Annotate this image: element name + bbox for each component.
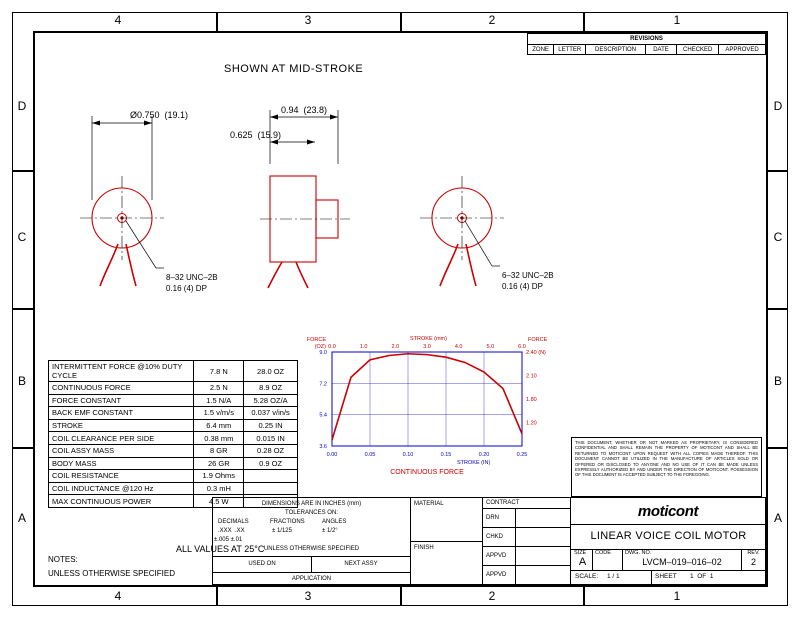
spec-value-metric: 1.5 v/m/s xyxy=(194,407,244,420)
spec-row xyxy=(49,482,298,495)
contract-label: CONTRACT xyxy=(486,500,520,506)
size-value: A xyxy=(578,556,587,568)
approval-divider-2 xyxy=(483,546,571,547)
zone-tick xyxy=(216,587,218,606)
title-divider-0 xyxy=(571,524,766,525)
zone-label-right-A: A xyxy=(773,511,782,525)
border-inner-left xyxy=(33,31,35,587)
zone-tick xyxy=(12,447,33,449)
svg-text:6.0: 6.0 xyxy=(518,344,526,350)
zone-label-bottom-3: 3 xyxy=(304,589,312,603)
svg-text:0.00: 0.00 xyxy=(326,452,338,458)
spec-row xyxy=(49,457,298,470)
sheet-value: 1 OF 1 xyxy=(690,573,714,580)
spec-value-imperial: 0.037 v/in/s xyxy=(244,407,298,420)
zone-tick xyxy=(768,170,788,172)
spec-value-metric: 1.5 N/A xyxy=(194,394,244,407)
company-logo: moticont xyxy=(637,503,699,520)
tol-val-angles: ± 1/2° xyxy=(322,528,338,534)
spec-value-metric: 0.3 mH xyxy=(194,482,244,495)
callout-left-line2: 0.16 (4) DP xyxy=(166,284,207,293)
tolerance-sub: TOLERANCES ON: xyxy=(285,510,338,516)
rev-label: REV. xyxy=(747,550,760,556)
zone-tick xyxy=(216,12,218,31)
zone-label-top-2: 2 xyxy=(488,13,496,27)
spec-label: INTERMITTENT FORCE @10% DUTY CYCLE xyxy=(49,361,194,382)
zone-label-top-3: 3 xyxy=(304,13,312,27)
finish-label: FINISH xyxy=(414,545,434,551)
svg-text:5.0: 5.0 xyxy=(486,344,495,350)
spec-label: FORCE CONSTANT xyxy=(49,394,194,407)
spec-row xyxy=(49,394,298,407)
approval-col-divider xyxy=(515,508,516,585)
zone-label-bottom-2: 2 xyxy=(488,589,496,603)
drawing-views xyxy=(60,90,530,320)
dwg-no-value: LVCM–019–016–02 xyxy=(642,557,722,567)
zone-label-left-A: A xyxy=(17,511,26,525)
spec-value-metric: 1.9 Ohms xyxy=(194,470,244,483)
force-stroke-chart xyxy=(290,330,560,480)
svg-text:CONTINUOUS FORCE: CONTINUOUS FORCE xyxy=(390,469,464,476)
scale-value: 1 / 1 xyxy=(607,573,620,580)
spec-value-imperial: 5.28 OZ/A xyxy=(244,394,298,407)
spec-row xyxy=(49,470,298,483)
dim-len-text: 0.94 (23.8) xyxy=(281,105,328,115)
approval-divider-1 xyxy=(483,527,571,528)
code-label: CODE xyxy=(595,550,611,556)
usedon-divider xyxy=(311,556,312,572)
material-divider xyxy=(411,541,483,542)
sheet-label: SHEET xyxy=(655,573,677,580)
callout-right-line2: 0.16 (4) DP xyxy=(502,282,543,291)
spec-row xyxy=(49,382,298,395)
spec-label: MAX CONTINUOUS POWER xyxy=(49,495,194,508)
zone-tick xyxy=(768,308,788,310)
code-divider-0 xyxy=(592,549,593,570)
proprietary-note xyxy=(571,437,762,497)
spec-value-metric: 4.5 W xyxy=(194,495,244,508)
revisions-title: REVISIONS xyxy=(528,34,766,45)
next-assy-label: NEXT ASSY xyxy=(344,561,378,567)
zone-tick xyxy=(12,308,33,310)
callout-left-line1: 8–32 UNC–2B xyxy=(166,273,218,282)
spec-row xyxy=(49,444,298,457)
svg-text:STROKE (mm): STROKE (mm) xyxy=(410,336,447,342)
approval-chkd: CHKD xyxy=(486,534,504,540)
dwg-no-label: DWG. NO. xyxy=(625,550,652,556)
application-label: APPLICATION xyxy=(291,576,332,582)
svg-text:1.20: 1.20 xyxy=(526,420,537,427)
svg-text:3.6: 3.6 xyxy=(319,444,327,450)
zone-tick xyxy=(400,12,402,31)
application-divider xyxy=(212,572,411,573)
tol-col-fractions: FRACTIONS xyxy=(270,519,305,525)
approval-divider-0 xyxy=(483,508,571,509)
spec-value-metric: 2.5 N xyxy=(194,382,244,395)
spec-value-imperial: 0.28 OZ xyxy=(244,444,298,457)
tol-val-fractions: ± 1/125 xyxy=(272,528,292,534)
zone-label-bottom-4: 4 xyxy=(114,589,122,603)
notes-title: NOTES: xyxy=(48,555,78,564)
mid-stroke-note: SHOWN AT MID-STROKE xyxy=(224,63,364,75)
approval-divider-3 xyxy=(483,565,571,566)
spec-value-metric: 0.38 mm xyxy=(194,432,244,445)
spec-label: COIL ASSY MASS xyxy=(49,444,194,457)
spec-row xyxy=(49,419,298,432)
dim-od-text: Ø0.750 (19.1) xyxy=(130,110,189,120)
svg-text:1.0: 1.0 xyxy=(359,344,368,350)
zone-label-right-D: D xyxy=(773,99,783,113)
sheet-divider xyxy=(651,570,652,585)
svg-text:7.2: 7.2 xyxy=(319,381,327,388)
zone-label-right-B: B xyxy=(773,374,782,388)
svg-text:FORCE: FORCE xyxy=(528,337,548,343)
revisions-col-checked: CHECKED xyxy=(677,45,719,55)
material-label: MATERIAL xyxy=(414,501,444,507)
used-on-label: USED ON xyxy=(248,561,276,567)
approval-appvd-1: APPVD xyxy=(486,553,507,559)
zone-label-top-1: 1 xyxy=(673,13,681,27)
zone-label-right-C: C xyxy=(773,230,783,244)
rev-value: 2 xyxy=(750,557,756,567)
spec-value-imperial: 8.9 OZ xyxy=(244,382,298,395)
zone-label-top-4: 4 xyxy=(114,13,122,27)
spec-value-imperial: 0.25 IN xyxy=(244,419,298,432)
scale-label: SCALE: xyxy=(575,573,599,580)
zone-tick xyxy=(12,170,33,172)
zone-label-bottom-1: 1 xyxy=(673,589,681,603)
revisions-col-zone: ZONE xyxy=(528,45,554,55)
drawing-title: LINEAR VOICE COIL MOTOR xyxy=(590,530,747,542)
svg-text:STROKE (IN): STROKE (IN) xyxy=(457,460,491,466)
zone-tick xyxy=(583,587,585,606)
spec-value-metric: 6.4 mm xyxy=(194,419,244,432)
notes-body: UNLESS OTHERWISE SPECIFIED xyxy=(48,569,175,578)
revisions-col-letter: LETTER xyxy=(554,45,586,55)
revisions-col-date: DATE xyxy=(645,45,677,55)
callout-right-line1: 6–32 UNC–2B xyxy=(502,271,554,280)
spec-label: STROKE xyxy=(49,419,194,432)
svg-text:1.80: 1.80 xyxy=(526,397,537,403)
zone-tick xyxy=(768,447,788,449)
zone-label-left-B: B xyxy=(17,374,26,388)
tolerance-heading: DIMENSIONS ARE IN INCHES (mm) xyxy=(261,501,362,507)
svg-text:0.15: 0.15 xyxy=(440,452,452,458)
title-divider-2 xyxy=(571,570,766,571)
svg-text:0.05: 0.05 xyxy=(364,452,376,458)
proprietary-text: THIS DOCUMENT, WHETHER OR NOT MARKED AS PROPRIETARY, IS CONSIDERED CONFIDENTIAL AND SHALL REMAIN THE PROPERTY OF MOTICONT AND SHALL BE RETURNED TO MOTICONT UPON REQUEST WITH ALL COPIES MADE THEREOF. THIS DOCUMENT CANNOT BE UTILIZED IN THE MANUFACTURE OF ARTICLES SOLD OR OFFERED OR DISCLOSED TO ANYONE AND NO USE OF IT CAN BE MADE UNLESS EXPRESSLY AUTHORIZED BY AND UNDER THE DIRECTION OF MOTICONT. POSSESSION OF THIS DOCUMENT IS ACCEPTED SUBJECT TO THE FOREGOING. xyxy=(575,440,758,478)
svg-text:0.25: 0.25 xyxy=(516,452,528,458)
spec-value-imperial xyxy=(244,482,298,495)
spec-value-imperial: 28.0 OZ xyxy=(244,361,298,382)
svg-text:0.0: 0.0 xyxy=(328,344,336,350)
revisions-col-approved: APPROVED xyxy=(719,45,766,55)
spec-value-imperial: 0.015 IN xyxy=(244,432,298,445)
tol-val-2: ±.005 ±.01 xyxy=(214,537,243,543)
dim-len2-text: 0.625 (15.9) xyxy=(230,130,282,140)
spec-table xyxy=(48,360,298,508)
approval-drn: DRN xyxy=(486,515,499,521)
tol-note: UNLESS OTHERWISE SPECIFIED xyxy=(263,546,360,552)
spec-label: CONTINUOUS FORCE xyxy=(49,382,194,395)
svg-text:5.4: 5.4 xyxy=(319,412,327,419)
svg-text:2.40 (N): 2.40 (N) xyxy=(526,350,546,356)
spec-value-metric: 7.8 N xyxy=(194,361,244,382)
size-label: SIZE xyxy=(574,550,587,556)
spec-label: BODY MASS xyxy=(49,457,194,470)
svg-text:(OZ): (OZ) xyxy=(314,344,326,350)
tol-val-decimals: .XXX .XX xyxy=(218,528,245,534)
svg-text:9.0: 9.0 xyxy=(319,350,327,356)
svg-text:0.20: 0.20 xyxy=(478,452,490,458)
zone-tick xyxy=(400,587,402,606)
spec-row xyxy=(49,432,298,445)
zone-label-left-C: C xyxy=(17,230,27,244)
spec-label: COIL INDUCTANCE @120 Hz xyxy=(49,482,194,495)
spec-row xyxy=(49,407,298,420)
spec-label: COIL RESISTANCE xyxy=(49,470,194,483)
spec-label: BACK EMF CONSTANT xyxy=(49,407,194,420)
tol-col-decimals: DECIMALS xyxy=(218,519,249,525)
svg-text:FORCE: FORCE xyxy=(306,337,326,343)
svg-text:3.0: 3.0 xyxy=(423,344,431,350)
spec-row xyxy=(49,361,298,382)
spec-value-metric: 8 GR xyxy=(194,444,244,457)
approval-appvd-2: APPVD xyxy=(486,572,507,578)
zone-label-left-D: D xyxy=(17,99,27,113)
spec-value-metric: 26 GR xyxy=(194,457,244,470)
svg-text:0.10: 0.10 xyxy=(402,452,414,458)
spec-label: COIL CLEARANCE PER SIDE xyxy=(49,432,194,445)
tol-col-angles: ANGLES xyxy=(322,519,347,525)
svg-text:2.10: 2.10 xyxy=(526,373,537,380)
svg-text:2.0: 2.0 xyxy=(391,344,400,350)
svg-text:4.0: 4.0 xyxy=(454,344,463,350)
spec-footer: ALL VALUES AT 25°C xyxy=(176,544,265,554)
zone-tick xyxy=(583,12,585,31)
revisions-col-description: DESCRIPTION xyxy=(586,45,645,55)
revisions-table xyxy=(527,33,766,55)
spec-value-imperial: 0.9 OZ xyxy=(244,457,298,470)
